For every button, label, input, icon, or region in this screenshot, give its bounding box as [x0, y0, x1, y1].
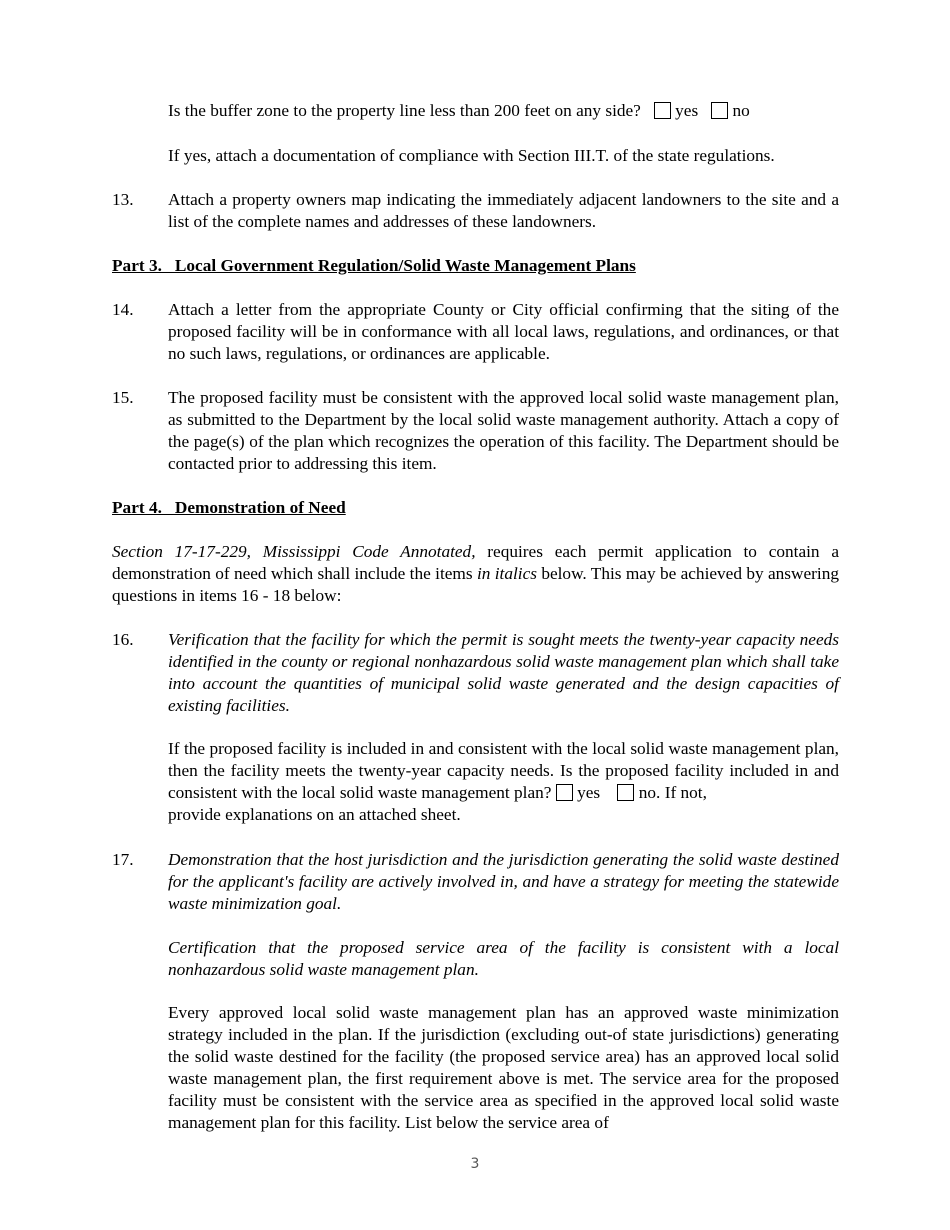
item-16-no-checkbox[interactable]: [617, 784, 634, 801]
item-16-requirement: Verification that the facility for which the permit is sought meets the twenty-year capacity needs identified in the county or regional nonhazardous solid waste management plan which shall take into account the quantities of municipal solid waste generated and the design capacities of existing facilities.: [168, 630, 839, 715]
part-4-heading: Part 4. Demonstration of Need: [112, 498, 346, 517]
item-15-number: 15.: [112, 388, 134, 407]
item-16-text: [168, 738, 839, 826]
item-16-text-1: If the proposed facility is included in and consistent with the local solid waste management plan, then the facility meets the twenty-year capacity needs. Is the proposed facility included in and consistent with the local solid waste management plan?: [168, 739, 839, 802]
item-17-requirement-2: Certification that the proposed service area of the facility is consistent with a local nonhazardous solid waste management plan.: [168, 938, 839, 979]
item-17-requirement-1: Demonstration that the host jurisdiction and the jurisdiction generating the solid waste destined for the applicant's facility are actively involved in, and have a strategy for meeting the statewide waste minimization goal.: [168, 850, 839, 913]
item-16-yes-label: yes: [577, 783, 601, 802]
part-4-intro: [112, 541, 839, 607]
intro-text-1: requires each permit application to contain a demonstration of need which shall include the items: [112, 542, 839, 583]
buffer-yes-label: yes: [675, 101, 699, 120]
buffer-no-checkbox[interactable]: [711, 102, 728, 119]
buffer-zone-question: [168, 100, 839, 122]
intro-italic: in italics: [476, 564, 537, 583]
intro-text-2: below. This may be achieved by answering questions in items 16 - 18 below:: [112, 564, 839, 605]
item-16-number: 16.: [112, 630, 134, 649]
item-16-no-label: no. If not,: [638, 783, 707, 802]
item-17-text: Every approved local solid waste management plan has an approved waste minimization strategy included in the plan. If the jurisdiction (excluding out-of state jurisdictions) generating the solid waste destined for the facility (the proposed service area) has an approved local solid waste management plan, the first requirement above is met. The service area for the proposed facility must be consistent with the service area as specified in the approved local solid waste management plan for this facility. List below the service area of: [168, 1003, 839, 1132]
buffer-question-text: Is the buffer zone to the property line less than 200 feet on any side?: [168, 101, 641, 120]
item-14-text: Attach a letter from the appropriate County or City official confirming that the siting of the proposed facility will be in conformance with all local laws, regulations, and ordinances, or that no such laws, regulations, or ordinances are applicable.: [168, 300, 839, 363]
item-13-number: 13.: [112, 190, 134, 209]
item-16-yes-checkbox[interactable]: [556, 784, 573, 801]
item-13-text: Attach a property owners map indicating the immediately adjacent landowners to the site and a list of the complete names and addresses of these landowners.: [168, 190, 839, 231]
page-number: 3: [470, 1156, 480, 1172]
buffer-no-label: no: [732, 101, 750, 120]
buffer-yes-checkbox[interactable]: [654, 102, 671, 119]
item-17-number: 17.: [112, 850, 134, 869]
buffer-note: If yes, attach a documentation of compliance with Section III.T. of the state regulations.: [168, 146, 775, 165]
intro-citation: Section 17-17-229, Mississippi Code Annotated,: [112, 542, 476, 561]
item-16-text-2: provide explanations on an attached sheet.: [168, 805, 461, 824]
item-14-number: 14.: [112, 300, 134, 319]
item-15-text: The proposed facility must be consistent with the approved local solid waste management plan, as submitted to the Department by the local solid waste management authority. Attach a copy of the page(s) of the plan which recognizes the operation of this facility. The Department should be contacted prior to addressing this item.: [168, 388, 839, 473]
part-3-heading: Part 3. Local Government Regulation/Solid Waste Management Plans: [112, 256, 636, 275]
